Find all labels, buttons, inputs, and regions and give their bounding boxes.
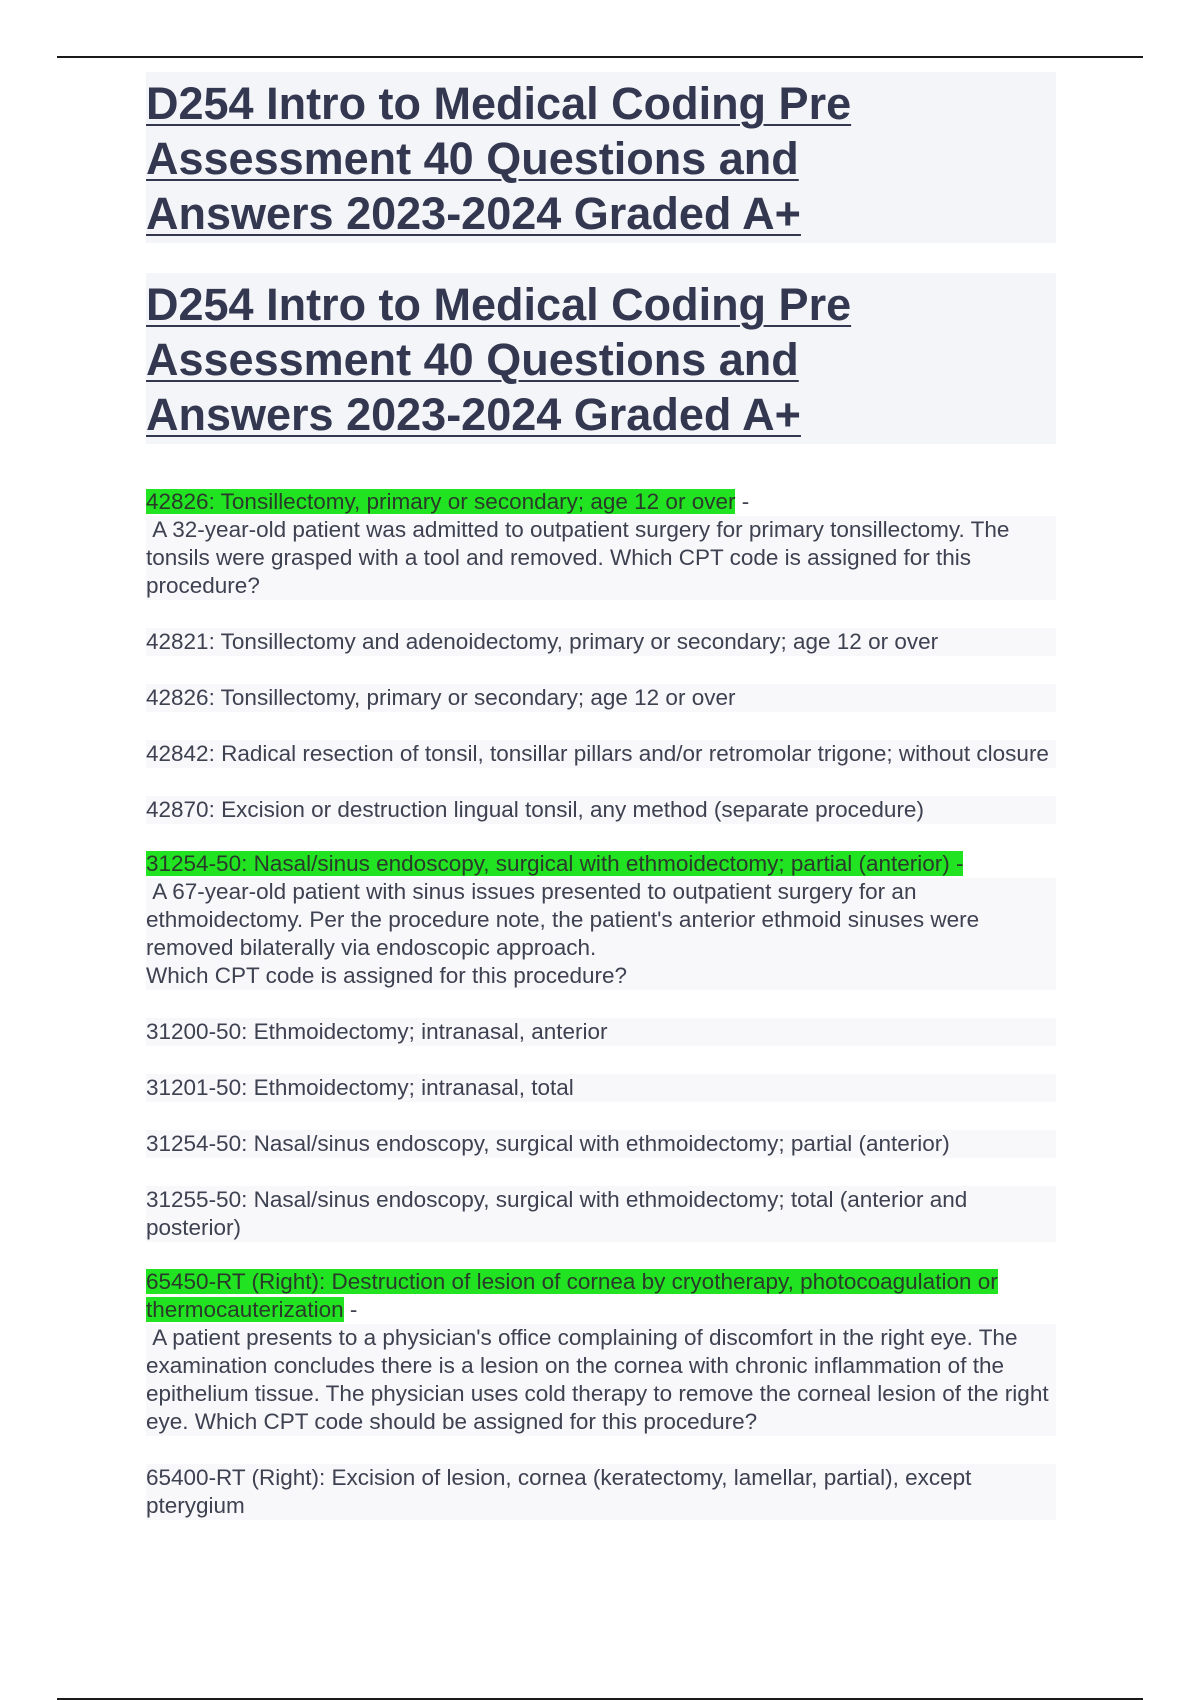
answer-option: 31254-50: Nasal/sinus endoscopy, surgical with ethmoidectomy; partial (anterior) xyxy=(146,1130,1056,1158)
highlighted-answer xyxy=(146,850,1056,878)
question-prompt: A 32-year-old patient was admitted to outpatient surgery for primary tonsillectomy. The tonsils were grasped with a tool and removed. Which CPT code is assigned for this procedure? xyxy=(146,516,1056,600)
question-item xyxy=(146,488,1056,824)
answer-option: 31200-50: Ethmoidectomy; intranasal, anterior xyxy=(146,1018,1056,1046)
title-line: Assessment 40 Questions and xyxy=(146,334,799,385)
question-item xyxy=(146,850,1056,1242)
question-prompt: A patient presents to a physician's office complaining of discomfort in the right eye. The examination concludes there is a lesion on the cornea with chronic inflammation of the epithelium tissue. The physician uses cold therapy to remove the corneal lesion of the right eye. Which CPT code should be assigned for this procedure? xyxy=(146,1325,1055,1434)
answer-option: 42870: Excision or destruction lingual tonsil, any method (separate procedure) xyxy=(146,796,1056,824)
answer-option: 65400-RT (Right): Excision of lesion, cornea (keratectomy, lamellar, partial), except pterygium xyxy=(146,1464,1056,1520)
answer-separator: - xyxy=(343,1297,358,1322)
top-rule xyxy=(57,56,1143,58)
title-line: Assessment 40 Questions and xyxy=(146,133,799,184)
answer-highlight: 31254-50: Nasal/sinus endoscopy, surgical with ethmoidectomy; partial (anterior) - xyxy=(146,851,964,876)
answer-option: 42821: Tonsillectomy and adenoidectomy, primary or secondary; age 12 or over xyxy=(146,628,1056,656)
title-line: Answers 2023-2024 Graded A+ xyxy=(146,188,801,239)
title-line: D254 Intro to Medical Coding Pre xyxy=(146,78,852,129)
answer-highlight: 65450-RT (Right): Destruction of lesion of cornea by cryotherapy, photocoagulation or thermocauterization xyxy=(146,1269,998,1322)
title-line: Answers 2023-2024 Graded A+ xyxy=(146,389,801,440)
answer-option: 42842: Radical resection of tonsil, tonsillar pillars and/or retromolar trigone; without closure xyxy=(146,740,1056,768)
answer-separator: - xyxy=(735,489,750,514)
document-title-repeat xyxy=(146,277,1056,442)
document-title-block-repeat xyxy=(146,273,1056,444)
answer-option: 31201-50: Ethmoidectomy; intranasal, total xyxy=(146,1074,1056,1102)
title-line: D254 Intro to Medical Coding Pre xyxy=(146,279,852,330)
document-title-block xyxy=(146,72,1056,243)
highlighted-answer xyxy=(146,1268,1056,1324)
answer-option: 31255-50: Nasal/sinus endoscopy, surgical with ethmoidectomy; total (anterior and posterior) xyxy=(146,1186,1056,1242)
question-item xyxy=(146,1268,1056,1520)
question-prompt: A 67-year-old patient with sinus issues presented to outpatient surgery for an ethmoidectomy. Per the procedure note, the patient's anterior ethmoid sinuses were removed bilaterally via endoscopic approach. Which CPT code is assigned for this procedure? xyxy=(146,878,1056,990)
answer-option: 42826: Tonsillectomy, primary or secondary; age 12 or over xyxy=(146,684,1056,712)
answer-highlight: 42826: Tonsillectomy, primary or secondary; age 12 or over xyxy=(146,489,736,514)
document-title xyxy=(146,76,1056,241)
document-body xyxy=(146,72,1056,1546)
highlighted-answer xyxy=(146,488,1056,516)
